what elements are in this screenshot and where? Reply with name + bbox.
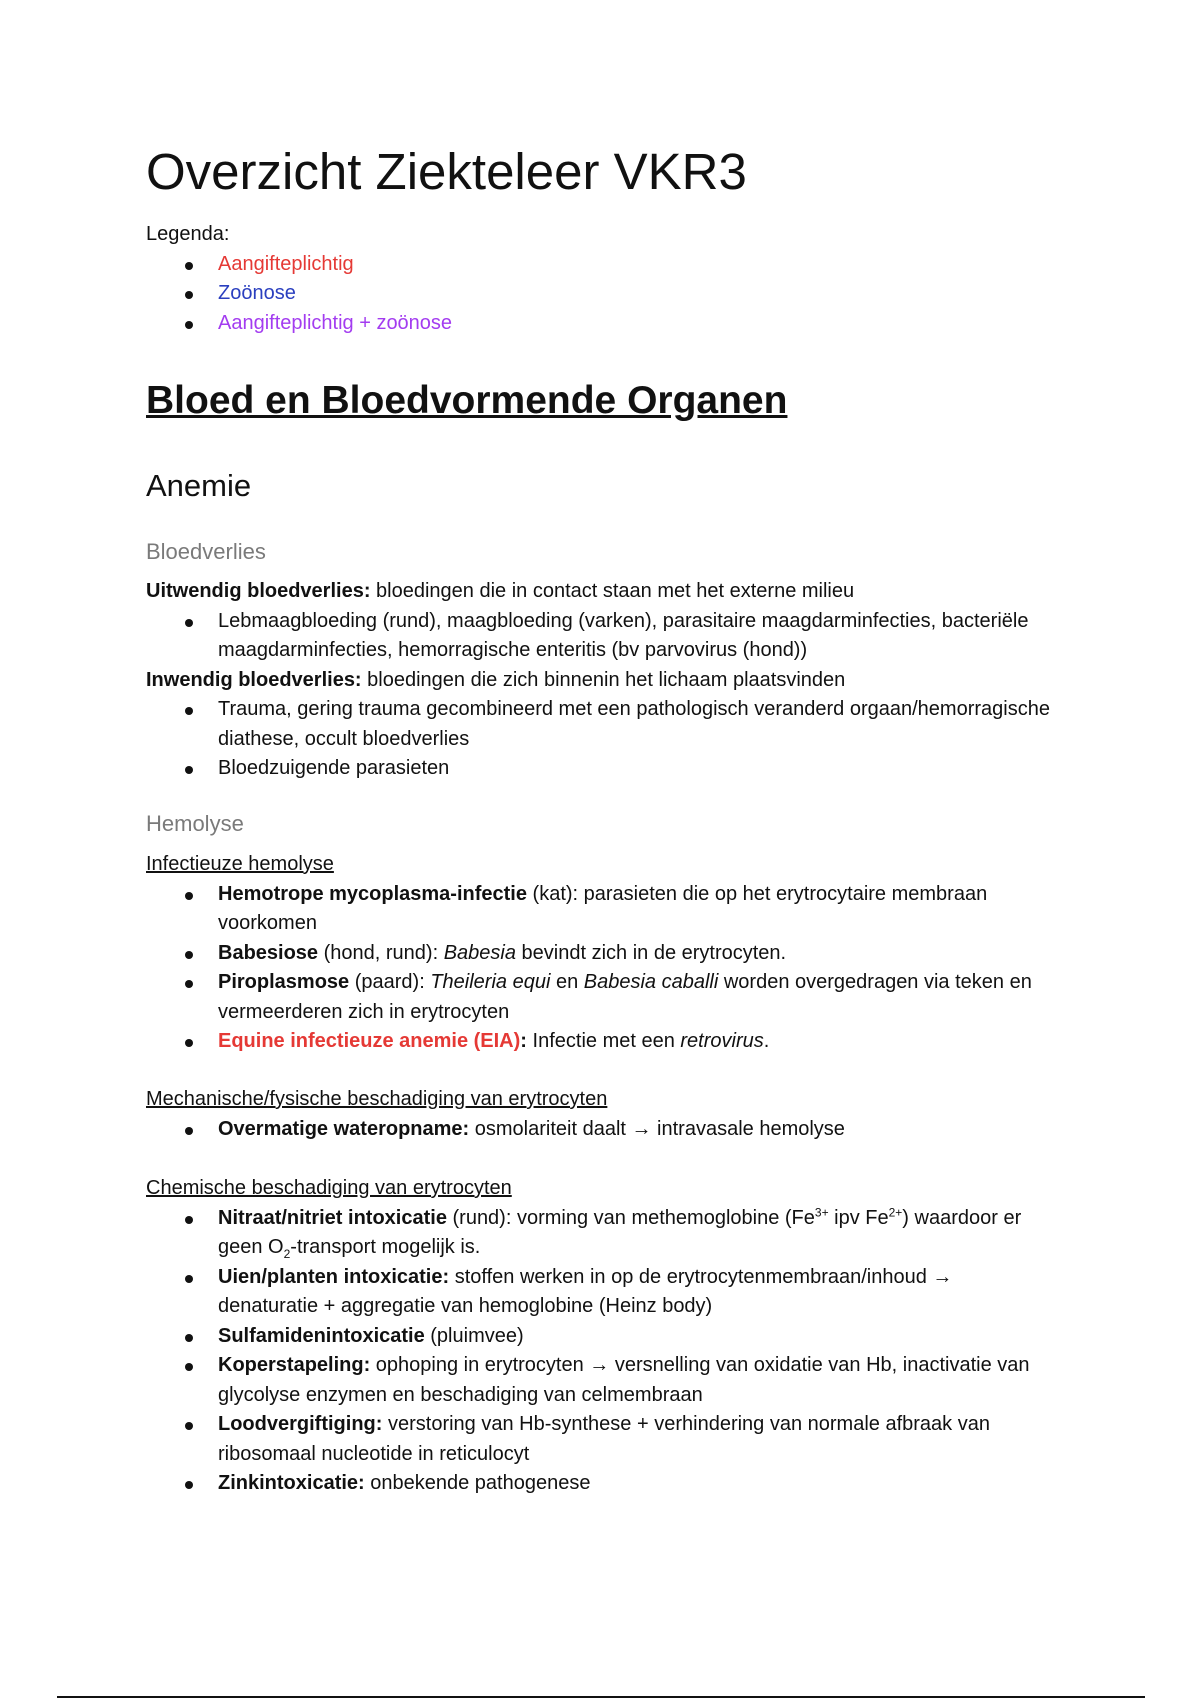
mechanische-section: [146, 1085, 1056, 1144]
desc: ) waardoor er geen O: [218, 1206, 1022, 1258]
inwendig-desc: bloedingen die zich binnenin het lichaam plaatsvinden: [361, 668, 846, 691]
desc: (rund): vorming van methemoglobine (Fe: [446, 1206, 815, 1229]
bloedverlies-heading: Bloedverlies: [146, 539, 266, 564]
desc: ophoping in erytrocyten → versnelling van oxidatie van Hb, inactivatie van glycolyse enzymen en beschadiging van celmembraan: [218, 1354, 1030, 1406]
list-item-loodvergiftiging: [146, 1410, 1056, 1469]
term: Piroplasmose: [218, 971, 350, 993]
list-item-koperstapeling: [146, 1351, 1056, 1410]
list-item-zinkintoxicatie: [146, 1469, 1056, 1499]
subscript: 2: [283, 1247, 291, 1261]
list-item-eia: [146, 1027, 1056, 1057]
list-item-babesiose: [146, 939, 1056, 969]
footer-divider: [57, 1696, 1145, 1698]
hemolyse-heading-block: [146, 810, 1056, 839]
list-item-sulfamiden: [146, 1322, 1056, 1352]
desc: ipv Fe: [828, 1206, 889, 1229]
legend-list: [146, 250, 452, 339]
term: Hemotrope mycoplasma-infectie: [218, 882, 527, 905]
uitwendig-term: Uitwendig bloedverlies:: [146, 580, 371, 602]
species-name: Babesia caballi: [583, 971, 719, 993]
notifiable-term: Equine infectieuze anemie (EIA): [218, 1030, 521, 1052]
desc: osmolariteit daalt → intravasale hemolyse: [469, 1117, 845, 1140]
bloedverlies-heading-block: [146, 538, 1056, 567]
term: Nitraat/nitriet intoxicatie: [218, 1206, 447, 1229]
infectieuze-list: [146, 880, 1056, 1057]
inwendig-paragraph: [146, 666, 1056, 696]
inwendig-list: [146, 695, 1056, 784]
term: Babesiose: [218, 941, 319, 964]
virus-name: retrovirus: [680, 1030, 764, 1052]
uitwendig-paragraph: [146, 577, 1056, 607]
legend-item-aangifteplichtig-zoonose: Aangifteplichtig + zoönose: [146, 309, 452, 339]
list-item: Lebmaagbloeding (rund), maagbloeding (varken), parasitaire maagdarminfecties, bacteriële maagdarminfecties, hemorragische enteritis (bv parvovirus (hond)): [146, 607, 1056, 666]
term: Loodvergiftiging:: [218, 1413, 383, 1435]
desc: -transport mogelijk is.: [290, 1236, 481, 1258]
chemische-heading: Chemische beschadiging van erytrocyten: [146, 1177, 512, 1199]
list-item-uien-planten: [146, 1263, 1056, 1322]
inwendig-term: Inwendig bloedverlies:: [146, 668, 362, 691]
mechanische-heading: Mechanische/fysische beschadiging van erytrocyten: [146, 1088, 608, 1110]
desc: (hond, rund):: [318, 941, 444, 964]
desc: stoffen werken in op de erytrocytenmembraan/inhoud → denaturatie + aggregatie van hemoglobine (Heinz body): [218, 1265, 953, 1317]
desc: en: [550, 971, 584, 993]
document-title: Overzicht Ziekteleer VKR3: [146, 143, 747, 200]
desc: worden overgedragen via teken en vermeerderen zich in erytrocyten: [218, 971, 1032, 1023]
list-item: Bloedzuigende parasieten: [146, 754, 1056, 784]
list-item-hemotrope-mycoplasma: [146, 880, 1056, 939]
desc: onbekende pathogenese: [364, 1472, 591, 1494]
desc: Infectie met een: [526, 1030, 681, 1052]
desc: (kat): parasieten die op het erytrocytaire membraan voorkomen: [218, 882, 988, 934]
superscript: 2+: [888, 1204, 903, 1219]
infectieuze-hemolyse-heading: Infectieuze hemolyse: [146, 853, 334, 875]
uitwendig-desc: bloedingen die in contact staan met het externe milieu: [370, 580, 855, 602]
list-item-overmatige-wateropname: [146, 1115, 1056, 1145]
term: Overmatige wateropname:: [218, 1117, 470, 1140]
bloedverlies-section: [146, 577, 1056, 784]
colon: :: [520, 1030, 527, 1052]
list-item: Trauma, gering trauma gecombineerd met een pathologisch veranderd orgaan/hemorragische diathese, occult bloedverlies: [146, 695, 1056, 754]
list-item-nitraat-nitriet: [146, 1204, 1056, 1263]
chemische-list: [146, 1204, 1056, 1499]
legend-label: Legenda:: [146, 223, 230, 245]
chemische-section: [146, 1174, 1056, 1499]
desc: bevindt zich in de erytrocyten.: [515, 941, 787, 964]
superscript: 3+: [814, 1204, 829, 1219]
term: Zinkintoxicatie:: [218, 1472, 365, 1494]
term: Koperstapeling:: [218, 1354, 371, 1376]
hemolyse-heading: Hemolyse: [146, 811, 244, 836]
desc: .: [763, 1030, 770, 1052]
legend-item-aangifteplichtig: Aangifteplichtig: [146, 250, 452, 280]
term: Uien/planten intoxicatie:: [218, 1265, 450, 1288]
legend-item-zoonose: Zoönose: [146, 279, 452, 309]
infectieuze-hemolyse-section: [146, 850, 1056, 1057]
species-name: Babesia: [443, 941, 516, 964]
desc: (paard):: [349, 971, 431, 993]
main-heading: Bloed en Bloedvormende Organen: [146, 379, 788, 422]
legend: [146, 220, 452, 338]
desc: (pluimvee): [424, 1324, 524, 1347]
uitwendig-list: [146, 607, 1056, 666]
term: Sulfamidenintoxicatie: [218, 1324, 425, 1347]
species-name: Theileria equi: [430, 971, 551, 993]
mechanische-list: [146, 1115, 1056, 1145]
section-heading-anemie: Anemie: [146, 468, 252, 503]
desc: verstoring van Hb-synthese + verhindering van normale afbraak van ribosomaal nucleotide in reticulocyt: [218, 1413, 990, 1465]
list-item-piroplasmose: [146, 968, 1056, 1027]
